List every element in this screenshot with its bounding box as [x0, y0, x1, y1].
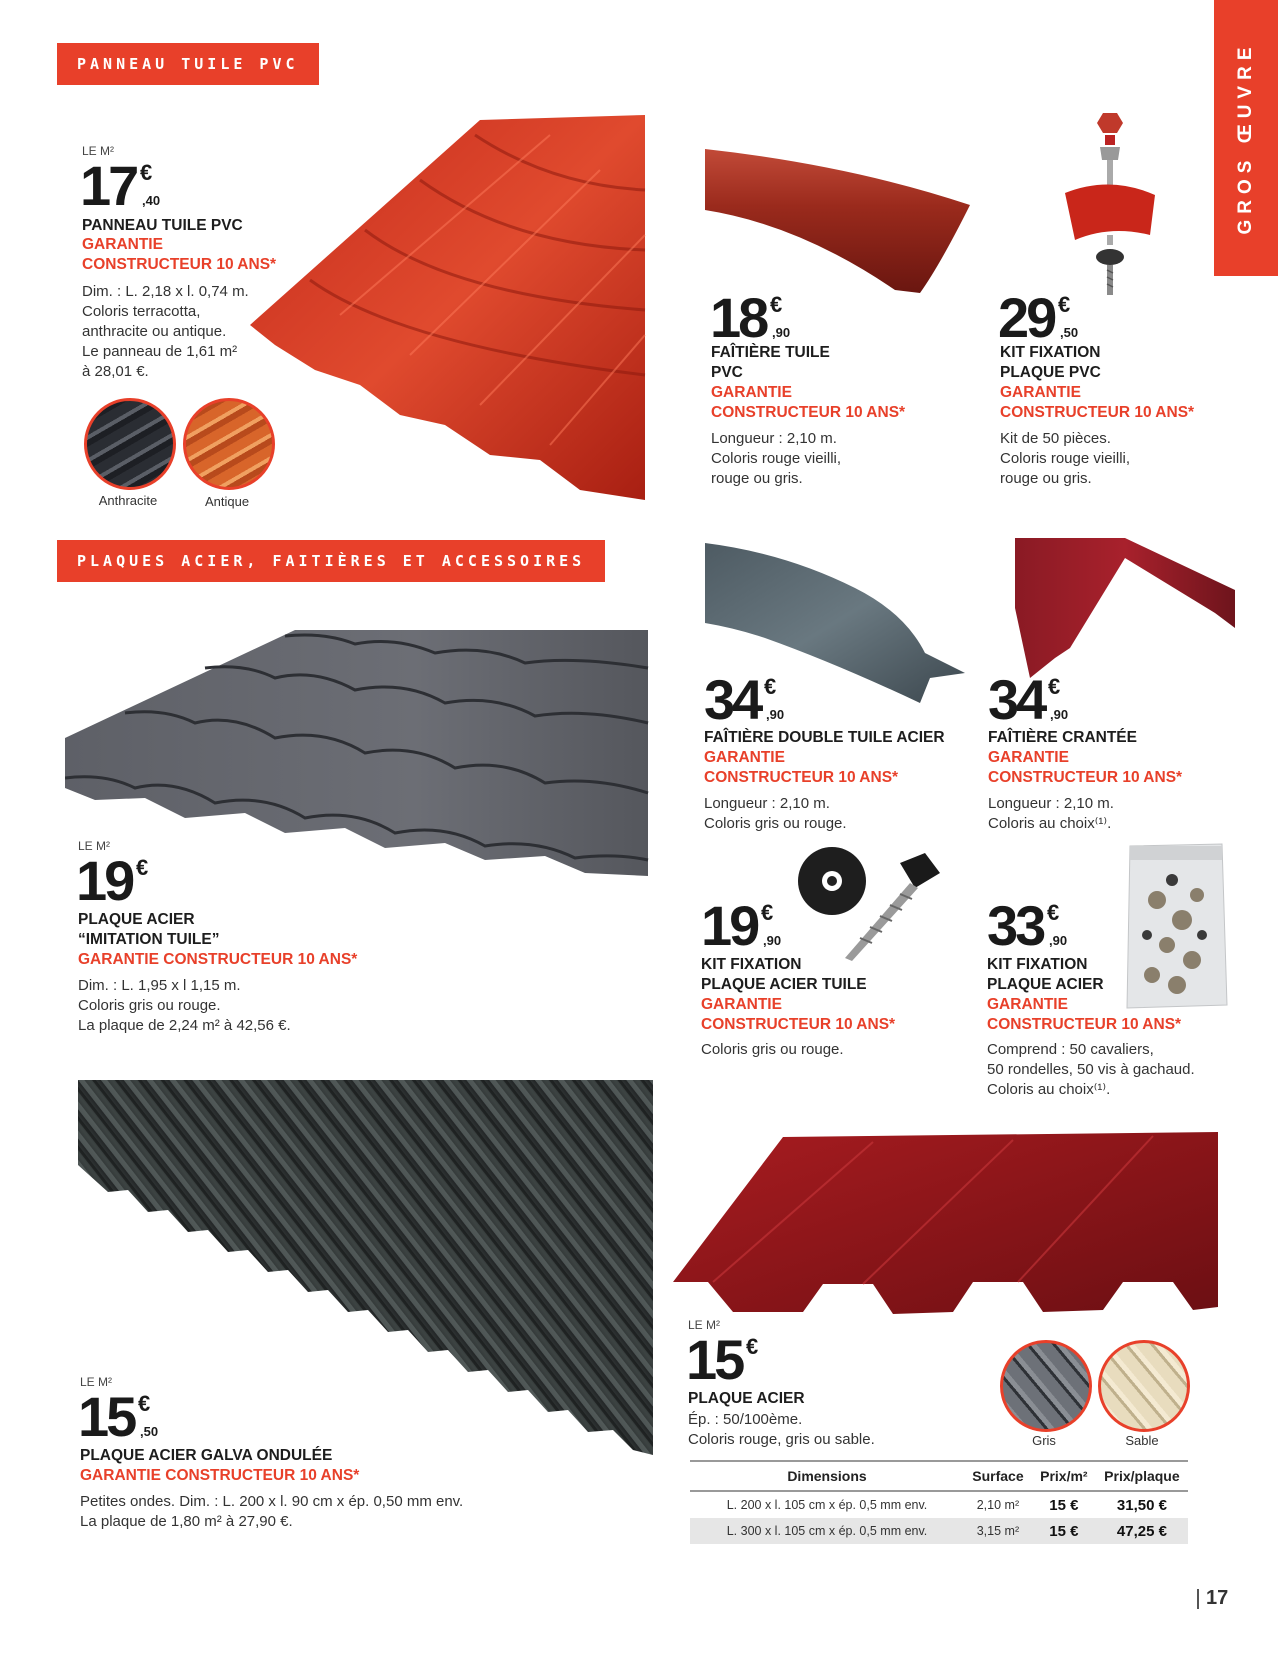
- swatch-label-anthracite: Anthracite: [98, 493, 158, 508]
- table-cell: 47,25 €: [1096, 1518, 1188, 1544]
- price-euros: 29: [998, 286, 1055, 349]
- table-cell: 2,10 m²: [976, 1498, 1020, 1512]
- table-cell: L. 300 x l. 105 cm x ép. 0,5 mm env.: [690, 1518, 964, 1544]
- price-kit-acier: [987, 894, 1068, 957]
- steel-fixing-kit-bag-image: [1122, 840, 1232, 1010]
- table-header: Surface: [964, 1461, 1032, 1491]
- guarantee: GARANTIE CONSTRUCTEUR 10 ANS*: [987, 996, 1182, 1033]
- price-faitiere-pvc: [710, 286, 791, 349]
- swatch-gris: [1000, 1340, 1092, 1432]
- price-currency: €: [1047, 900, 1060, 925]
- product-description: Dim. : L. 2,18 x l. 0,74 m. Coloris terracotta, anthracite ou antique. Le panneau de 1,61 m² à 28,01 €.: [82, 283, 249, 380]
- product-description: Ép. : 50/100ème. Coloris rouge, gris ou sable.: [688, 1411, 875, 1448]
- guarantee: GARANTIE CONSTRUCTEUR 10 ANS*: [988, 749, 1183, 786]
- table-header: Dimensions: [690, 1461, 964, 1491]
- product-description: Dim. : L. 1,95 x l 1,15 m. Coloris gris ou rouge. La plaque de 2,24 m² à 42,56 €.: [78, 977, 291, 1034]
- price-euros: 15: [686, 1328, 743, 1391]
- product-name: KIT FIXATION PLAQUE ACIER TUILE: [701, 956, 867, 993]
- guarantee: GARANTIE CONSTRUCTEUR 10 ANS*: [78, 951, 358, 968]
- unit-label: LE M²: [688, 1318, 721, 1332]
- guarantee: GARANTIE CONSTRUCTEUR 10 ANS*: [82, 236, 277, 273]
- guarantee: GARANTIE CONSTRUCTEUR 10 ANS*: [711, 384, 906, 421]
- price-faitiere-double: [704, 668, 785, 731]
- price-kit-pvc: [998, 286, 1079, 349]
- table-cell: L. 200 x l. 105 cm x ép. 0,5 mm env.: [726, 1498, 928, 1512]
- price-euros: 34: [988, 668, 1045, 731]
- section-tab: [1214, 0, 1278, 276]
- price-currency: €: [136, 855, 149, 880]
- swatch-label-gris: Gris: [1032, 1433, 1056, 1448]
- product-name: FAÎTIÈRE DOUBLE TUILE ACIER: [704, 729, 945, 746]
- price-cents: ,90: [1049, 933, 1068, 948]
- product-name: PLAQUE ACIER “IMITATION TUILE”: [78, 911, 220, 948]
- price-cents: ,90: [1050, 707, 1069, 722]
- galvanized-corrugated-sheet-image: [78, 1080, 653, 1455]
- page-number-divider: [1197, 1589, 1199, 1609]
- banner-steel: PLAQUES ACIER, FAITIÈRES ET ACCESSOIRES: [57, 540, 605, 582]
- price-euros: 18: [710, 286, 767, 349]
- product-description: Longueur : 2,10 m. Coloris au choix⁽¹⁾.: [988, 795, 1114, 832]
- table-cell: 3,15 m²: [964, 1518, 1032, 1544]
- unit-label: LE M²: [80, 1375, 113, 1389]
- price-currency: €: [764, 674, 777, 699]
- unit-label: LE M²: [78, 839, 111, 853]
- table-header: Prix/m²: [1032, 1461, 1096, 1491]
- table-cell: 15 €: [1032, 1518, 1096, 1544]
- swatch-anthracite: [84, 398, 176, 490]
- product-description: Kit de 50 pièces. Coloris rouge vieilli, rouge ou gris.: [1000, 430, 1131, 487]
- price-panneau-pvc: [80, 154, 161, 217]
- price-kit-acier-tuile: [701, 894, 782, 957]
- pvc-ridge-tile-image: [700, 145, 975, 295]
- unit-label: LE M²: [82, 144, 115, 158]
- table-header: Prix/plaque: [1096, 1461, 1188, 1491]
- price-faitiere-crantee: [988, 668, 1069, 731]
- page-number: 17: [1206, 1587, 1229, 1609]
- steel-tile-fixing-kit-image: [790, 843, 960, 963]
- pvc-tile-panel-image: [250, 115, 650, 500]
- price-euros: 34: [704, 668, 761, 731]
- section-tab-label: GROS ŒUVRE: [1235, 41, 1256, 235]
- swatch-antique: [183, 398, 275, 490]
- swatch-label-antique: Antique: [204, 494, 250, 509]
- table-cell: 15 €: [1049, 1496, 1079, 1514]
- swatch-label-sable: Sable: [1125, 1433, 1159, 1448]
- guarantee: GARANTIE CONSTRUCTEUR 10 ANS*: [1000, 384, 1195, 421]
- dimensions-table: [690, 1460, 1188, 1544]
- price-euros: 19: [76, 849, 133, 912]
- price-euros: 19: [701, 894, 758, 957]
- swatch-sable: [1098, 1340, 1190, 1432]
- product-description: Longueur : 2,10 m. Coloris rouge vieilli, rouge ou gris.: [711, 430, 842, 487]
- price-plaque-acier: [686, 1328, 759, 1391]
- price-plaque-imitation: [76, 849, 149, 912]
- price-currency: €: [761, 900, 774, 925]
- price-euros: 17: [80, 154, 137, 217]
- product-description: Comprend : 50 cavaliers, 50 rondelles, 50 vis à gachaud. Coloris au choix⁽¹⁾.: [987, 1041, 1195, 1098]
- price-euros: 33: [987, 894, 1044, 957]
- price-currency: €: [770, 292, 783, 317]
- price-cents: ,50: [140, 1424, 159, 1439]
- notched-ridge-image: [1015, 538, 1235, 683]
- table-row: [690, 1491, 1188, 1518]
- price-galva: [78, 1385, 159, 1448]
- product-description: Petites ondes. Dim. : L. 200 x l. 90 cm x ép. 0,50 mm env. La plaque de 1,80 m² à 27,90 €.: [80, 1493, 464, 1530]
- guarantee: GARANTIE CONSTRUCTEUR 10 ANS*: [701, 996, 896, 1033]
- table-cell: 31,50 €: [1116, 1496, 1167, 1514]
- product-name: PLAQUE ACIER: [688, 1390, 805, 1407]
- pvc-fixing-kit-image: [1055, 105, 1165, 300]
- price-currency: €: [1048, 674, 1061, 699]
- price-currency: €: [746, 1334, 759, 1359]
- product-name: KIT FIXATION PLAQUE PVC: [1000, 344, 1101, 381]
- product-name: FAÎTIÈRE TUILE PVC: [711, 344, 830, 381]
- price-currency: €: [138, 1391, 151, 1416]
- price-cents: ,50: [1060, 325, 1079, 340]
- price-currency: €: [1058, 292, 1071, 317]
- table-row: [690, 1518, 1188, 1544]
- price-cents: ,90: [763, 933, 782, 948]
- product-name: PANNEAU TUILE PVC: [82, 217, 243, 234]
- banner-pvc: PANNEAU TUILE PVC: [57, 43, 319, 85]
- guarantee: GARANTIE CONSTRUCTEUR 10 ANS*: [704, 749, 899, 786]
- price-cents: ,90: [772, 325, 791, 340]
- product-description: Coloris gris ou rouge.: [701, 1041, 844, 1058]
- trapezoidal-steel-sheet-image: [673, 1132, 1218, 1317]
- price-currency: €: [140, 160, 153, 185]
- product-name: PLAQUE ACIER GALVA ONDULÉE: [80, 1447, 333, 1464]
- steel-tile-sheet-image: [65, 628, 650, 883]
- price-cents: ,40: [142, 193, 161, 208]
- product-name: FAÎTIÈRE CRANTÉE: [988, 729, 1137, 746]
- price-cents: ,90: [766, 707, 785, 722]
- product-description: Longueur : 2,10 m. Coloris gris ou rouge.: [704, 795, 847, 832]
- guarantee: GARANTIE CONSTRUCTEUR 10 ANS*: [80, 1467, 360, 1484]
- product-name: KIT FIXATION PLAQUE ACIER: [987, 956, 1104, 993]
- price-euros: 15: [78, 1385, 135, 1448]
